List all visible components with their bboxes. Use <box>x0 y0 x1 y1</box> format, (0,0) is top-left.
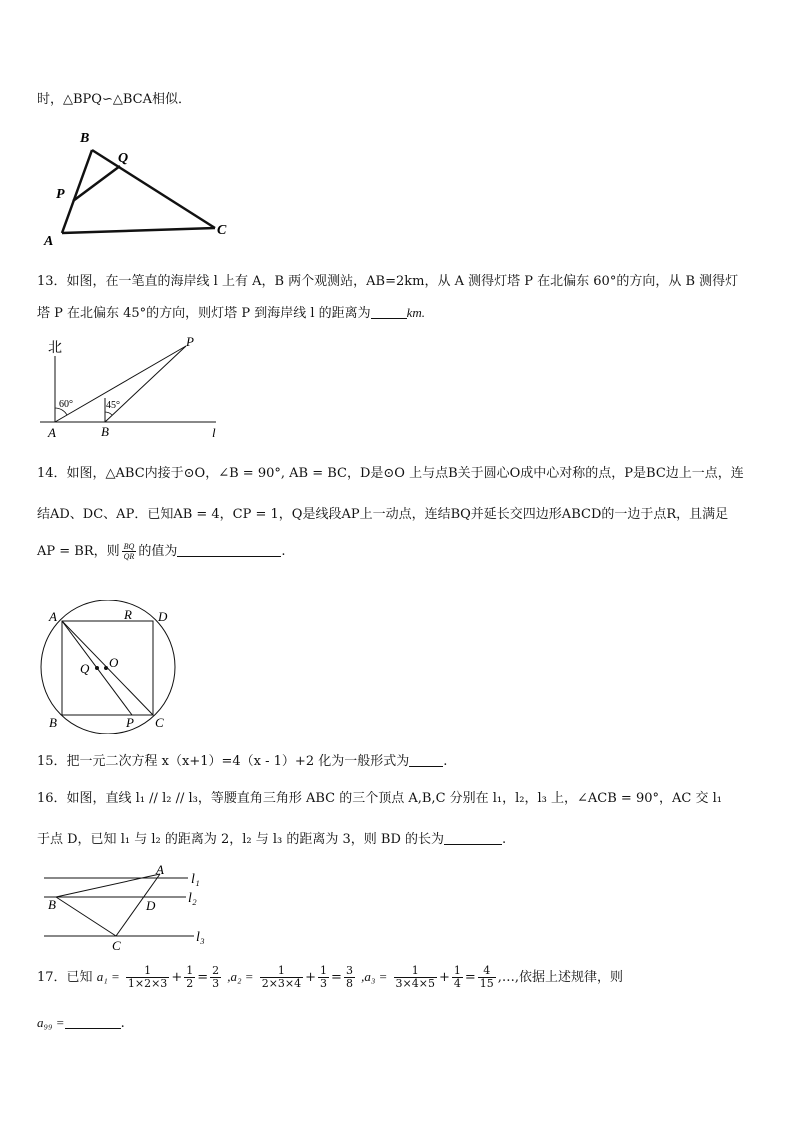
label-D: D <box>158 609 168 624</box>
q17-h1-num: 2 <box>212 964 220 977</box>
q17-f3-den: 3×4×5 <box>395 977 435 990</box>
label-angle-60: 60° <box>59 399 73 410</box>
label-l1: l₁ <box>191 872 200 887</box>
label-A: A <box>49 609 57 624</box>
q14-line1: 14．如图，△ABC内接于⊙O，∠B = 90°, AB = BC，D是⊙O 上与点B关于圆心O成中心对称的点，P是BC边上一点，连 <box>37 466 744 481</box>
q17-h3-den: 15 <box>479 977 494 990</box>
q17-a1: a₁ = <box>96 969 120 984</box>
figure-q12-triangle <box>40 128 240 248</box>
q14-line3-lead: AP = BR，则 <box>37 544 120 559</box>
q14-fraction <box>122 542 137 561</box>
q13-unit: km. <box>406 305 426 320</box>
label-B: B <box>101 424 109 439</box>
q17-plus2: + <box>305 970 317 985</box>
label-B: B <box>48 897 56 912</box>
q14-line3-end: . <box>281 544 286 559</box>
figure-q13-coastline <box>40 336 230 444</box>
q16-end: . <box>502 832 507 847</box>
q17-frac2c <box>344 965 355 990</box>
q17-line1 <box>37 962 623 993</box>
q17-end: . <box>120 1016 125 1031</box>
q13-line2 <box>37 302 425 321</box>
label-B: B <box>80 131 90 146</box>
label-D: D <box>146 898 156 913</box>
label-B: B <box>49 715 57 730</box>
q17-f2-num: 1 <box>260 965 303 978</box>
q17-frac1b <box>184 965 195 990</box>
q15-line <box>37 750 447 769</box>
q17-frac3b <box>452 965 463 990</box>
q17-frac2b <box>318 965 329 990</box>
label-P: P <box>126 715 134 730</box>
q13-answer-blank[interactable] <box>371 306 407 319</box>
label-R: R <box>124 607 132 622</box>
q14-line3 <box>37 540 285 561</box>
q17-g3-den: 4 <box>453 977 461 990</box>
q17-h3-num: 4 <box>478 965 496 978</box>
q15-end: . <box>443 754 448 769</box>
label-P: P <box>186 336 194 349</box>
q17-eq2: = <box>331 970 342 985</box>
q17-frac1 <box>126 965 169 990</box>
q17-h2-num: 3 <box>345 964 353 977</box>
figure-q16-parallel-lines <box>40 862 220 954</box>
q17-a3: ,a₃ = <box>361 969 388 984</box>
q14-line2: 结AD、DC、AP．已知AB = 4，CP = 1，Q是线段AP上一动点，连结BQ并延长交四边形ABCD的一边于点R，且满足 <box>37 507 729 522</box>
q17-plus3: + <box>438 970 450 985</box>
q17-lead: 17．已知 <box>37 970 93 985</box>
label-O: O <box>109 655 119 670</box>
q17-frac1c <box>210 965 221 990</box>
label-Q: Q <box>80 661 90 676</box>
q12-tail: 时，△BPQ∽△BCA相似． <box>37 92 191 107</box>
label-l: l <box>212 425 216 440</box>
q17-line2 <box>37 1015 125 1031</box>
label-A: A <box>156 862 164 877</box>
q16-answer-blank[interactable] <box>444 832 502 845</box>
label-north: 北 <box>48 341 62 356</box>
label-C: C <box>112 938 121 953</box>
q17-frac2 <box>260 965 303 990</box>
q17-tail: ,…,依据上述规律，则 <box>497 970 624 985</box>
q17-g1-den: 2 <box>186 977 194 990</box>
q17-frac3 <box>394 965 437 990</box>
q17-f3-num: 1 <box>394 965 437 978</box>
q13-line2-text: 塔 P 在北偏东 45°的方向，则灯塔 P 到海岸线 l 的距离为 <box>37 306 371 321</box>
q17-a99: a₉₉ = <box>37 1015 65 1030</box>
q17-eq3: = <box>464 970 476 985</box>
q17-g3-num: 1 <box>453 964 461 977</box>
label-C: C <box>217 223 227 238</box>
q17-f2-den: 2×3×4 <box>261 977 302 990</box>
q14-answer-blank[interactable] <box>177 544 281 557</box>
q17-answer-blank[interactable] <box>65 1016 121 1029</box>
label-C: C <box>155 715 164 730</box>
label-l2: l₂ <box>188 891 197 906</box>
q14-frac-den: QR <box>123 552 135 561</box>
q17-f1-num: 1 <box>126 965 169 978</box>
q16-line2-text: 于点 D，已知 l₁ 与 l₂ 的距离为 2，l₂ 与 l₃ 的距离为 3，则 BD 的长为 <box>37 832 445 847</box>
label-P: P <box>56 187 65 202</box>
q15-answer-blank[interactable] <box>409 754 443 767</box>
q14-line3-mid: 的值为 <box>138 544 178 559</box>
q17-g2-num: 1 <box>320 964 328 977</box>
label-angle-45: 45° <box>106 400 120 411</box>
q17-frac3c <box>478 965 496 990</box>
label-Q: Q <box>118 151 129 166</box>
figure-q14-circle <box>40 600 182 734</box>
q17-g1-num: 1 <box>186 964 194 977</box>
q14-frac-num: BQ <box>123 542 135 551</box>
q16-line2 <box>37 828 506 847</box>
label-l3: l₃ <box>196 930 205 945</box>
q17-h2-den: 8 <box>345 977 353 990</box>
q13-line1: 13．如图，在一笔直的海岸线 l 上有 A，B 两个观测站，AB=2km，从 A 测得灯塔 P 在北偏东 60°的方向，从 B 测得灯 <box>37 274 739 289</box>
q17-a2: ,a₂ = <box>227 969 254 984</box>
q17-g2-den: 3 <box>320 977 328 990</box>
q17-plus1: + <box>171 970 183 985</box>
q17-eq1: = <box>197 970 209 985</box>
label-A: A <box>44 234 54 248</box>
q15-text: 15．把一元二次方程 x（x+1）=4（x - 1）+2 化为一般形式为 <box>37 754 410 769</box>
q17-h1-den: 3 <box>212 977 220 990</box>
label-A: A <box>48 425 56 440</box>
q17-f1-den: 1×2×3 <box>127 977 168 990</box>
q16-line1: 16．如图，直线 l₁ // l₂ // l₃，等腰直角三角形 ABC 的三个顶点 A,B,C 分别在 l₁，l₂，l₃ 上，∠ACB = 90°，AC 交 l₁ <box>37 791 722 806</box>
